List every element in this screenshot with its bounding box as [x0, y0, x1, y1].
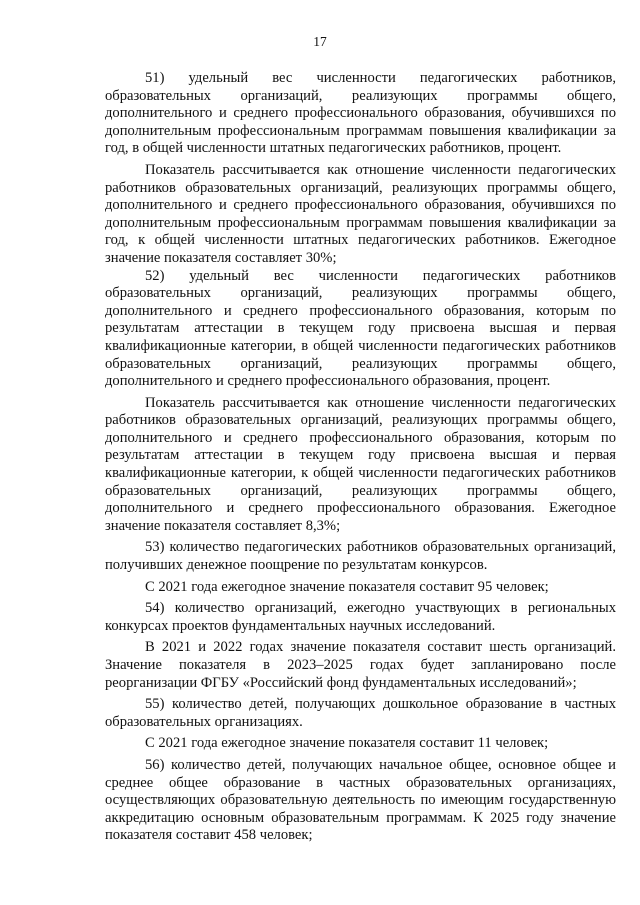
page-number: 17	[313, 34, 327, 49]
paragraph-55: 55) количество детей, получающих дошкольное образование в частных образовательных организациях.	[105, 696, 616, 730]
paragraph-54-value: В 2021 и 2022 годах значение показателя составит шесть организаций. Значение показателя в 2023–2025 годах будет запланировано после реорганизации ФГБУ «Российский фонд фундаментальных исследований»;	[105, 639, 616, 691]
paragraph-52-calculation: Показатель рассчитывается как отношение численности педагогических работников образовательных организаций, реализующих программы общего, дополнительного и среднего профессионального образования, которым по результатам аттестации в текущем году присвоена высшая и первая квалификационные категории, к общей численности педагогических работников образовательных организаций, реализующих программы общего, дополнительного и среднего профессионального образования. Ежегодное значение показателя составляет 8,3%;	[105, 394, 616, 534]
paragraph-51: 51) удельный вес численности педагогических работников, образовательных организаций, реализующих программы общего, дополнительного и среднего профессионального образования, обучившихся по дополнительным профессиональным программам повышения квалификации за год, в общей численности штатных педагогических работников, процент.	[105, 70, 616, 157]
paragraph-56: 56) количество детей, получающих начальное общее, основное общее и среднее общее образование в частных образовательных организациях, осуществляющих образовательную деятельность по имеющим государственную аккредитацию основным образовательным программам. К 2025 году значение показателя составит 458 человек;	[105, 756, 616, 844]
paragraph-52: 52) удельный вес численности педагогических работников образовательных организаций, реализующих программы общего, дополнительного и среднего профессионального образования, которым по результатам аттестации в текущем году присвоена высшая и первая квалификационные категории, в общей численности педагогических работников образовательных организаций, реализующих программы общего, дополнительного и среднего профессионального образования, процент.	[105, 267, 616, 390]
paragraph-55-value: С 2021 года ежегодное значение показателя составит 11 человек;	[145, 735, 549, 752]
paragraph-53-value: С 2021 года ежегодное значение показателя составит 95 человек;	[145, 578, 549, 595]
paragraph-51-calculation: Показатель рассчитывается как отношение численности педагогических работников образовательных организаций, реализующих программы общего, дополнительного и среднего профессионального образования, обучившихся по дополнительным профессиональным программам повышения квалификации за год, к общей численности штатных педагогических работников. Ежегодное значение показателя составляет 30%;	[105, 161, 616, 266]
paragraph-53: 53) количество педагогических работников образовательных организаций, получивших денежное поощрение по результатам конкурсов.	[105, 539, 616, 574]
paragraph-54: 54) количество организаций, ежегодно участвующих в региональных конкурсах проектов фундаментальных научных исследований.	[105, 600, 616, 634]
